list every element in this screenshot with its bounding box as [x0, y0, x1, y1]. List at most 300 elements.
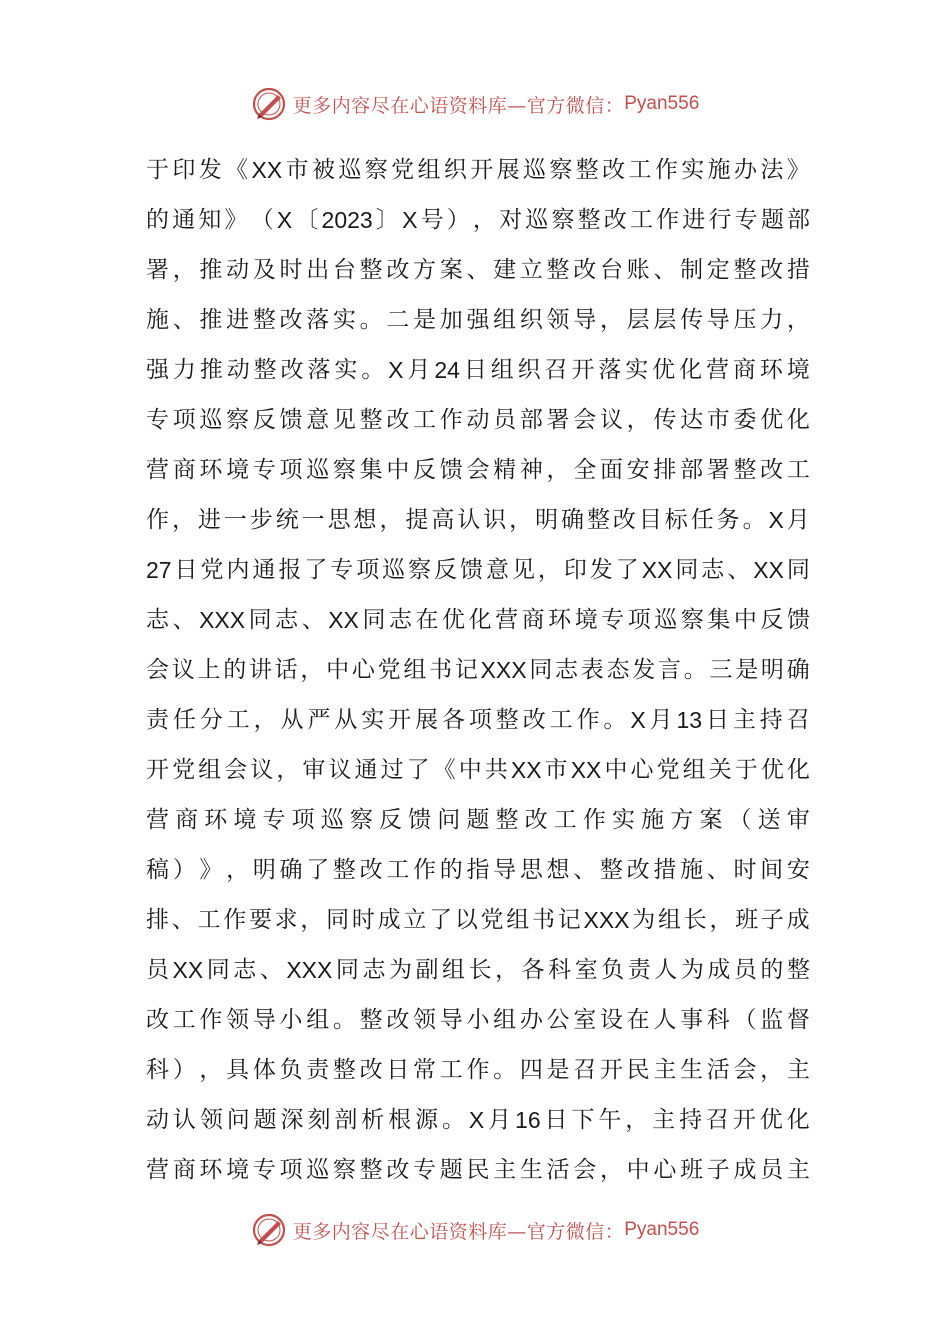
body-glyph: 中 — [626, 1157, 650, 1183]
body-glyph: 市 — [285, 157, 309, 183]
body-glyph: 13 — [676, 707, 703, 733]
body-glyph: 班 — [680, 1157, 704, 1183]
body-glyph: 责 — [306, 1057, 330, 1083]
body-glyph: 〕 — [375, 207, 399, 233]
body-glyph: 主 — [786, 1057, 810, 1083]
body-glyph: 活 — [706, 1057, 730, 1083]
body-line — [146, 445, 810, 495]
body-glyph: 稿 — [146, 857, 169, 883]
body-line — [146, 1045, 810, 1095]
body-glyph: 组 — [506, 907, 530, 933]
body-glyph: 专 — [734, 207, 758, 233]
body-glyph: 子 — [760, 907, 784, 933]
body-glyph: 三 — [709, 657, 733, 683]
body-glyph: 同 — [206, 957, 230, 983]
body-glyph: 各 — [521, 957, 545, 983]
body-glyph: 同 — [675, 557, 699, 583]
body-glyph: 优 — [442, 607, 466, 633]
body-glyph: 落 — [306, 307, 330, 333]
body-glyph: 组 — [682, 757, 706, 783]
body-glyph: 作 — [413, 857, 437, 883]
body-glyph: 项 — [279, 1157, 303, 1183]
body-glyph: 工 — [439, 1057, 463, 1083]
body-glyph: 整 — [733, 457, 757, 483]
body-glyph: 题 — [760, 207, 784, 233]
body-glyph: 改 — [626, 857, 650, 883]
body-glyph: 营 — [705, 357, 729, 383]
body-glyph: 。 — [603, 707, 627, 733]
body-glyph: 排 — [146, 907, 169, 933]
body-glyph: 会 — [146, 657, 169, 683]
body-glyph: 署 — [546, 407, 570, 433]
body-glyph: 书 — [429, 657, 453, 683]
body-glyph: X — [276, 207, 293, 233]
body-glyph: 施 — [146, 307, 169, 333]
body-glyph: 室 — [573, 1007, 597, 1033]
body-glyph: 改 — [280, 357, 304, 383]
body-glyph: 深 — [280, 1107, 304, 1133]
body-glyph: 责 — [146, 707, 169, 733]
body-glyph: 析 — [361, 1107, 385, 1133]
body-glyph: XX — [172, 957, 204, 983]
body-glyph: 识 — [483, 507, 507, 533]
body-glyph: 组 — [490, 357, 514, 383]
body-glyph: 问 — [437, 807, 461, 833]
body-glyph: 统 — [275, 507, 299, 533]
body-glyph: 察 — [332, 457, 356, 483]
body-glyph: 明 — [760, 657, 784, 683]
body-glyph: 室 — [574, 957, 598, 983]
body-glyph: 主 — [652, 1107, 676, 1133]
body-glyph: 建 — [493, 257, 517, 283]
body-glyph: 16 — [515, 1107, 541, 1133]
body-glyph: 专 — [262, 807, 286, 833]
body-glyph: 专 — [146, 407, 169, 433]
body-glyph: 出 — [306, 257, 330, 283]
body-glyph: ， — [599, 307, 623, 333]
body-glyph: 巡 — [306, 1157, 330, 1183]
body-glyph: X — [388, 357, 404, 383]
body-glyph: 组 — [306, 1007, 330, 1033]
body-glyph: 科 — [706, 1007, 730, 1033]
body-glyph: 反 — [252, 407, 276, 433]
body-glyph: 、 — [259, 957, 283, 983]
body-glyph: 确 — [786, 657, 810, 683]
body-glyph: 开 — [571, 357, 595, 383]
body-glyph: 班 — [735, 907, 759, 933]
body-glyph: XXX — [286, 957, 333, 983]
body-glyph: 商 — [172, 1157, 196, 1183]
body-glyph: 的 — [439, 857, 463, 883]
body-glyph: 议 — [250, 757, 274, 783]
body-glyph: 员 — [733, 957, 757, 983]
body-glyph: 动 — [146, 1107, 169, 1133]
body-glyph: 面 — [599, 457, 623, 483]
body-glyph: 认 — [457, 507, 481, 533]
body-glyph: 神 — [519, 457, 543, 483]
body-glyph: 工 — [413, 407, 437, 433]
body-glyph: 为 — [632, 907, 656, 933]
body-glyph: 公 — [546, 1007, 570, 1033]
body-glyph: 思 — [519, 857, 543, 883]
body-glyph: 账 — [626, 257, 650, 283]
body-glyph: 知 — [198, 207, 222, 233]
body-glyph: 改 — [524, 807, 548, 833]
body-glyph: 改 — [279, 307, 303, 333]
header-banner-account: Pyan556 — [624, 93, 700, 114]
body-glyph: 化 — [786, 757, 810, 783]
body-glyph: 是 — [735, 657, 759, 683]
body-glyph: 常 — [413, 1057, 437, 1083]
body-glyph: 召 — [786, 707, 810, 733]
body-glyph: 力 — [760, 307, 784, 333]
body-glyph: ， — [509, 507, 533, 533]
body-glyph: 。 — [742, 507, 766, 533]
body-glyph: 商 — [521, 607, 545, 633]
body-glyph: 主 — [786, 1157, 810, 1183]
body-glyph: 工 — [386, 857, 410, 883]
body-glyph: 想 — [353, 507, 377, 533]
body-glyph: 项 — [356, 557, 380, 583]
body-glyph: 设 — [599, 1007, 623, 1033]
body-glyph: 整 — [253, 357, 277, 383]
body-glyph: 改 — [612, 507, 636, 533]
body-glyph: 法 — [760, 157, 784, 183]
body-glyph: 署 — [706, 457, 730, 483]
body-glyph: 改 — [522, 707, 546, 733]
body-glyph: 实 — [625, 357, 649, 383]
body-glyph: 作 — [199, 1007, 223, 1033]
body-glyph: XXX — [480, 657, 527, 683]
body-glyph: 时 — [351, 907, 375, 933]
body-glyph: 办 — [519, 1007, 543, 1033]
body-glyph: 环 — [204, 807, 228, 833]
body-glyph: 步 — [249, 507, 273, 533]
body-glyph: 以 — [454, 907, 478, 933]
body-glyph: ， — [599, 1157, 623, 1183]
body-glyph: 志 — [362, 957, 386, 983]
body-glyph: 心 — [630, 757, 654, 783]
body-glyph: 心 — [351, 657, 375, 683]
body-glyph: 行 — [708, 207, 732, 233]
body-glyph: 织 — [443, 157, 467, 183]
body-glyph: ， — [626, 407, 650, 433]
body-glyph: 施 — [680, 857, 704, 883]
body-glyph: 心 — [653, 1157, 677, 1183]
body-glyph: 发 — [198, 157, 222, 183]
body-glyph: 力 — [172, 357, 196, 383]
body-glyph: 工 — [226, 707, 250, 733]
body-line — [146, 1145, 810, 1195]
body-glyph: ， — [253, 707, 277, 733]
body-glyph: 刻 — [307, 1107, 331, 1133]
body-glyph: 了 — [615, 557, 639, 583]
body-glyph: 整 — [359, 1007, 383, 1033]
body-glyph: 推 — [199, 307, 223, 333]
body-glyph: 持 — [679, 1107, 703, 1133]
body-glyph: 号 — [420, 207, 444, 233]
body-glyph: 部 — [680, 457, 704, 483]
body-glyph: （ — [250, 207, 274, 233]
body-glyph: 巡 — [199, 407, 223, 433]
body-glyph: 强 — [146, 357, 169, 383]
body-glyph: 标 — [664, 507, 688, 533]
body-glyph: 化 — [468, 607, 492, 633]
body-line — [146, 895, 810, 945]
body-glyph: 压 — [733, 307, 757, 333]
body-glyph: 了 — [306, 857, 330, 883]
body-glyph: 层 — [626, 307, 650, 333]
body-glyph: 推 — [199, 357, 223, 383]
body-glyph: 方 — [413, 257, 437, 283]
body-glyph: 印 — [563, 557, 587, 583]
body-glyph: 思 — [327, 507, 351, 533]
body-glyph: 改 — [603, 207, 627, 233]
header-banner-text: 更多内容尽在心语资料库—官方微信： — [292, 94, 625, 117]
body-glyph: 成 — [377, 907, 401, 933]
body-glyph: 时 — [279, 257, 303, 283]
body-glyph: 专 — [413, 1157, 437, 1183]
body-glyph: 态 — [606, 657, 630, 683]
body-glyph: 进 — [226, 307, 250, 333]
body-glyph: 内 — [226, 557, 250, 583]
body-glyph: 动 — [466, 407, 490, 433]
body-glyph: 在 — [415, 607, 439, 633]
body-glyph: 四 — [519, 1057, 543, 1083]
body-glyph: XX — [570, 757, 602, 783]
body-glyph: 措 — [653, 857, 677, 883]
body-glyph: 营 — [146, 807, 169, 833]
body-glyph: 进 — [682, 207, 706, 233]
body-glyph: 、 — [573, 857, 597, 883]
body-glyph: 日 — [174, 557, 198, 583]
body-glyph: 主 — [653, 1057, 677, 1083]
body-glyph: 会 — [224, 757, 248, 783]
body-glyph: 工 — [628, 157, 652, 183]
body-glyph: 实 — [361, 707, 385, 733]
body-glyph: 、 — [172, 307, 196, 333]
body-glyph: 台 — [599, 257, 623, 283]
body-glyph: 责 — [627, 957, 651, 983]
body-glyph: 从 — [334, 707, 358, 733]
body-glyph: 实 — [681, 157, 705, 183]
body-glyph: 整 — [586, 507, 610, 533]
body-line — [146, 245, 810, 295]
body-glyph: 改 — [602, 157, 626, 183]
body-glyph: 月 — [649, 707, 673, 733]
body-glyph: 措 — [786, 257, 810, 283]
body-glyph: ） — [172, 1057, 196, 1083]
body-glyph: ， — [226, 857, 250, 883]
body-glyph: 导 — [252, 1007, 276, 1033]
body-glyph: 改 — [386, 1007, 410, 1033]
body-glyph: 中 — [604, 757, 628, 783]
body-glyph: ， — [495, 957, 519, 983]
body-glyph: 推 — [199, 257, 223, 283]
body-glyph: 下 — [571, 1107, 595, 1133]
body-glyph: 安 — [626, 457, 650, 483]
body-glyph: 整 — [332, 857, 356, 883]
body-glyph: X — [402, 207, 418, 233]
body-glyph: 整 — [359, 1157, 383, 1183]
body-glyph: 察 — [332, 1157, 356, 1183]
body-glyph: 人 — [654, 957, 678, 983]
body-glyph: 专 — [252, 1157, 276, 1183]
body-glyph: ， — [199, 1057, 223, 1083]
body-glyph: 民 — [466, 1157, 490, 1183]
body-glyph: 员 — [493, 407, 517, 433]
body-glyph: 。 — [332, 1007, 356, 1033]
body-glyph: 持 — [759, 707, 783, 733]
body-glyph: 市 — [544, 757, 568, 783]
body-glyph: 党 — [391, 157, 415, 183]
body-glyph: 境 — [233, 807, 257, 833]
body-line — [146, 795, 810, 845]
body-glyph: ， — [172, 257, 196, 283]
body-glyph: XX — [753, 557, 784, 583]
body-glyph: 审 — [302, 757, 326, 783]
body-glyph: 整 — [495, 707, 519, 733]
body-line — [146, 395, 810, 445]
body-glyph: 《 — [225, 157, 249, 183]
body-glyph: 人 — [653, 1007, 677, 1033]
body-glyph: 委 — [733, 407, 757, 433]
body-line — [146, 595, 810, 645]
body-glyph: 展 — [496, 157, 520, 183]
body-glyph: 。 — [361, 357, 385, 383]
body-glyph: 环 — [548, 607, 572, 633]
pen-logo-icon — [251, 86, 287, 122]
body-glyph: 整 — [359, 407, 383, 433]
body-glyph: 作 — [656, 207, 680, 233]
body-line — [146, 995, 810, 1045]
body-glyph: 负 — [279, 1057, 303, 1083]
body-glyph: 优 — [760, 757, 784, 783]
body-glyph: 环 — [759, 357, 783, 383]
body-glyph: 巡 — [320, 807, 344, 833]
body-glyph: 化 — [679, 357, 703, 383]
body-glyph: 全 — [573, 457, 597, 483]
body-glyph: 关 — [708, 757, 732, 783]
body-glyph: 馈 — [439, 457, 463, 483]
body-glyph: 生 — [519, 1157, 543, 1183]
body-glyph: 志 — [233, 957, 257, 983]
body-glyph: 明 — [252, 857, 276, 883]
body-glyph: 严 — [307, 707, 331, 733]
body-glyph: 言 — [657, 657, 681, 683]
body-glyph: 员 — [146, 957, 169, 983]
body-glyph: 传 — [653, 407, 677, 433]
body-glyph: 巡 — [306, 457, 330, 483]
body-glyph: 察 — [226, 407, 250, 433]
body-glyph: 工 — [553, 807, 577, 833]
body-glyph: 。 — [493, 1057, 517, 1083]
body-glyph: 专 — [601, 607, 625, 633]
body-glyph: 体 — [252, 1057, 276, 1083]
body-glyph: 。 — [683, 657, 707, 683]
body-glyph: 召 — [573, 1057, 597, 1083]
body-glyph: 立 — [519, 257, 543, 283]
body-glyph: 从 — [280, 707, 304, 733]
body-glyph: ） — [446, 207, 470, 233]
body-glyph: 志 — [275, 607, 299, 633]
body-glyph: 巡 — [338, 157, 362, 183]
body-glyph: 织 — [517, 357, 541, 383]
body-glyph: 项 — [172, 407, 196, 433]
body-glyph: 整 — [252, 307, 276, 333]
body-glyph: 题 — [439, 1157, 463, 1183]
body-glyph: 中 — [733, 607, 757, 633]
body-glyph: 改 — [760, 457, 784, 483]
body-glyph: 优 — [760, 407, 784, 433]
body-glyph: 馈 — [408, 807, 432, 833]
body-glyph: 开 — [470, 157, 494, 183]
body-glyph: XX — [251, 157, 283, 183]
body-glyph: 时 — [733, 857, 757, 883]
body-glyph: 记 — [557, 907, 581, 933]
body-glyph: 记 — [454, 657, 478, 683]
body-glyph: 、 — [727, 557, 751, 583]
body-glyph: 目 — [638, 507, 662, 533]
body-glyph: 馈 — [786, 607, 810, 633]
body-glyph: 。 — [441, 1107, 465, 1133]
body-glyph: 改 — [760, 257, 784, 283]
body-glyph: 对 — [499, 207, 523, 233]
body-glyph: 审 — [786, 807, 810, 833]
body-glyph: ， — [625, 1107, 649, 1133]
body-glyph: 巡 — [522, 157, 546, 183]
body-glyph: 共 — [484, 757, 508, 783]
body-glyph: 任 — [690, 507, 714, 533]
body-glyph: 监 — [760, 1007, 784, 1033]
body-glyph: 境 — [574, 607, 598, 633]
body-glyph: 27 — [146, 557, 172, 583]
body-glyph: 是 — [546, 1057, 570, 1083]
body-glyph: 排 — [653, 457, 677, 483]
body-glyph: XX — [641, 557, 673, 583]
body-glyph: 认 — [172, 1107, 196, 1133]
body-glyph: 落 — [598, 357, 622, 383]
body-line — [146, 945, 810, 995]
body-glyph: 在 — [626, 1007, 650, 1033]
body-glyph: 同 — [786, 557, 810, 583]
body-glyph: 了 — [304, 557, 328, 583]
body-glyph: 开 — [599, 1057, 623, 1083]
body-glyph: 项 — [468, 707, 492, 733]
body-glyph: 分 — [199, 707, 223, 733]
body-glyph: 开 — [146, 757, 169, 783]
body-glyph: 组 — [442, 957, 466, 983]
body-glyph: 改 — [146, 1007, 169, 1033]
body-glyph: 24 — [434, 357, 460, 383]
body-glyph: 指 — [466, 857, 490, 883]
body-glyph: 于 — [734, 757, 758, 783]
body-glyph: 议 — [328, 757, 352, 783]
body-glyph: 改 — [386, 407, 410, 433]
body-glyph: 加 — [439, 307, 463, 333]
body-glyph: 同 — [326, 907, 350, 933]
body-glyph: 方 — [670, 807, 694, 833]
body-glyph: 工 — [629, 207, 653, 233]
body-glyph: 午 — [598, 1107, 622, 1133]
body-glyph: 作 — [576, 707, 600, 733]
body-glyph: 党 — [172, 757, 196, 783]
body-line — [146, 645, 810, 695]
body-glyph: 项 — [279, 457, 303, 483]
body-line — [146, 495, 810, 545]
body-glyph: 党 — [656, 757, 680, 783]
body-glyph: 动 — [226, 357, 250, 383]
